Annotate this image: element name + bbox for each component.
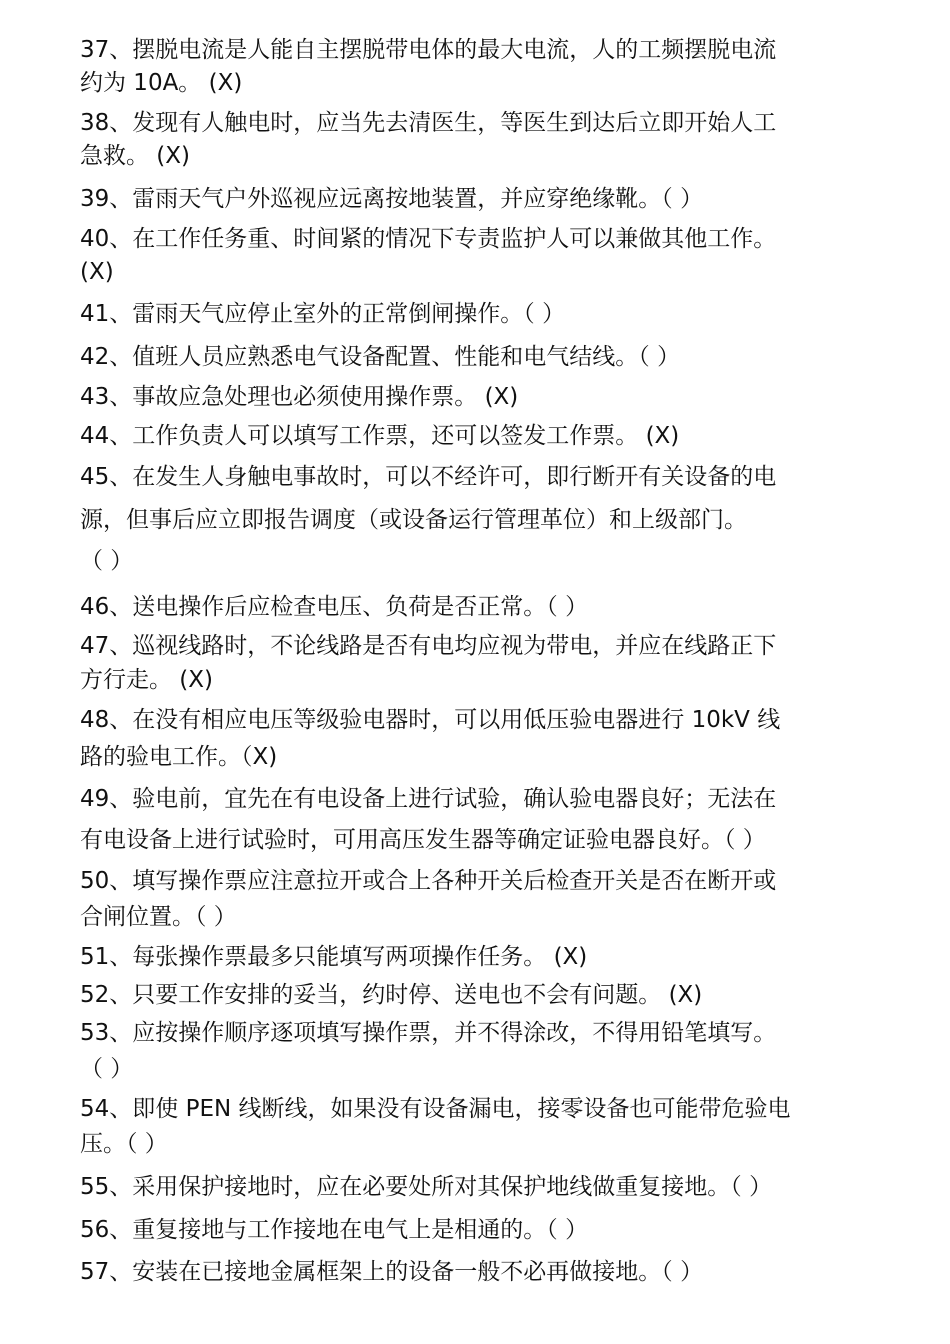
text-line: 50、填写操作票应注意拉开或合上各种开关后检查开关是否在断开或: [80, 868, 777, 894]
text-line: 急救。 (X): [80, 143, 191, 169]
text-line: 合闸位置。（ ）: [80, 904, 237, 930]
text-line: 55、采用保护接地时，应在必要处所对其保护地线做重复接地。（ ）: [80, 1174, 773, 1200]
text-line: 46、送电操作后应检查电压、负荷是否正常。（ ）: [80, 594, 589, 620]
text-line: 压。（ ）: [80, 1131, 168, 1157]
text-line: 48、在没有相应电压等级验电器时，可以用低压验电器进行 10kV 线: [80, 707, 781, 733]
text-line: 源，但事后应立即报告调度（或设备运行管理革位）和上级部门。: [80, 507, 747, 533]
text-line: 约为 10A。 (X): [80, 70, 243, 96]
text-line: 54、即使 PEN 线断线，如果没有设备漏电，接零设备也可能带危验电: [80, 1096, 791, 1122]
text-line: 39、雷雨天气户外巡视应远离按地装置，并应穿绝缘靴。（ ）: [80, 186, 704, 212]
text-line: 方行走。 (X): [80, 667, 214, 693]
text-line: 47、巡视线路时，不论线路是否有电均应视为带电，并应在线路正下: [80, 633, 777, 659]
text-line: 43、事故应急处理也必须使用操作票。 (X): [80, 384, 519, 410]
text-line: 38、发现有人触电时，应当先去清医生，等医生到达后立即开始人工: [80, 110, 777, 136]
text-line: 37、摆脱电流是人能自主摆脱带电体的最大电流，人的工频摆脱电流: [80, 37, 777, 63]
text-line: 40、在工作任务重、时间紧的情况下专责监护人可以兼做其他工作。: [80, 226, 777, 252]
text-line: 56、重复接地与工作接地在电气上是相通的。（ ）: [80, 1217, 589, 1243]
text-line: 45、在发生人身触电事故时，可以不经许可，即行断开有关设备的电: [80, 464, 777, 490]
text-line: 有电设备上进行试验时，可用高压发生器等确定证验电器良好。（ ）: [80, 827, 766, 853]
text-line: （ ）: [80, 1056, 134, 1082]
text-line: 42、值班人员应熟悉电气设备配置、性能和电气结线。（ ）: [80, 344, 681, 370]
text-line: 路的验电工作。（X): [80, 744, 278, 770]
text-line: 41、雷雨天气应停止室外的正常倒闸操作。（ ）: [80, 301, 566, 327]
text-line: 57、安装在已接地金属框架上的设备一般不必再做接地。（ ）: [80, 1259, 704, 1285]
text-line: （ ）: [80, 548, 134, 574]
text-line: 49、验电前，宜先在有电设备上进行试验，确认验电器良好；无法在: [80, 786, 777, 812]
text-line: 53、应按操作顺序逐项填写操作票，并不得涂改，不得用铅笔填写。: [80, 1020, 777, 1046]
text-line: 51、每张操作票最多只能填写两项操作任务。 (X): [80, 944, 588, 970]
text-line: (X): [80, 259, 114, 285]
text-line: 52、只要工作安排的妥当，约时停、送电也不会有问题。 (X): [80, 982, 703, 1008]
text-line: 44、工作负责人可以填写工作票，还可以签发工作票。 (X): [80, 423, 680, 449]
